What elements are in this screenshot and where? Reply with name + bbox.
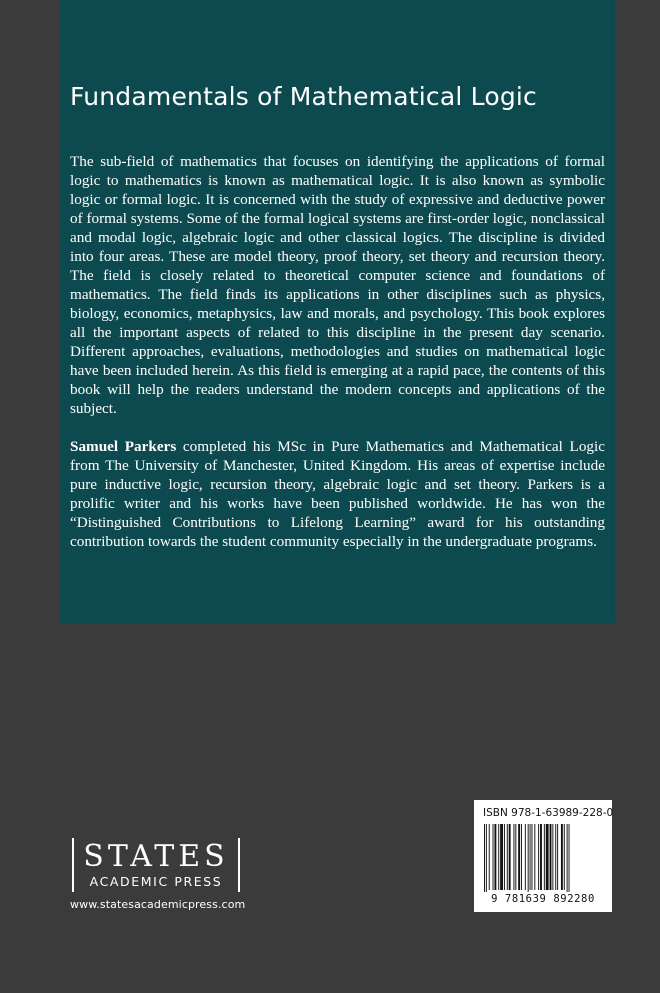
author-bio [70, 437, 605, 551]
barcode-bar [498, 824, 499, 890]
barcode-bar [528, 824, 529, 896]
barcode-bar [494, 824, 496, 890]
barcode-bar [486, 824, 487, 896]
barcode-bar [532, 824, 533, 890]
barcode-bar [530, 824, 531, 890]
barcode-bar [555, 824, 556, 890]
barcode-bar [564, 824, 565, 890]
barcode-bar [550, 824, 552, 890]
book-description: The sub-field of mathematics that focuses on identifying the applications of formal logic to mathematics is known as mathematical logic. It is also known as symbolic logic or formal logic. It is concerned with the study of expressive and deductive power of formal systems. Some of the formal logical systems are first-order logic, nonclassical and modal logic, algebraic logic and other classical logics. The discipline is divided into four areas. These are model theory, proof theory, set theory and recursion theory. The field is closely related to theoretical computer science and foundations of mathematics. The field finds its applications in other disciplines such as physics, biology, economics, metaphysics, law and morals, and psychology. This book explores all the important aspects of related to this discipline in the present day scenario. Different approaches, evaluations, methodologies and studies on mathematical logic have been included herein. As this field is emerging at a rapid pace, the contents of this book will help the readers understand the modern concepts and applications of the subject. [70, 153, 605, 417]
barcode-bar [546, 824, 549, 890]
barcode-digits: 9 781639 892280 [480, 892, 606, 906]
barcode-bar [504, 824, 505, 890]
publisher-logo [70, 836, 245, 911]
isbn-barcode [474, 800, 612, 912]
author-name: Samuel Parkers [70, 438, 177, 455]
barcode-bar [525, 824, 526, 890]
barcode-bar [484, 824, 485, 896]
book-title: Fundamentals of Mathematical Logic [70, 82, 537, 111]
barcode-bar [518, 824, 520, 890]
isbn-label: ISBN 978-1-63989-228-0 [483, 807, 614, 819]
publisher-subtitle: ACADEMIC PRESS [89, 874, 223, 889]
barcode-bar [538, 824, 539, 890]
barcode-bar [513, 824, 514, 890]
barcode-bars [480, 824, 606, 896]
barcode-bar [509, 824, 511, 890]
barcode-bar [515, 824, 516, 890]
barcode-bar [540, 824, 542, 890]
barcode-bar [544, 824, 545, 890]
barcode-bar [521, 824, 522, 890]
barcode-bar [489, 824, 490, 890]
publisher-logo-box [70, 836, 240, 894]
blurb-panel [60, 0, 615, 623]
barcode-bar [557, 824, 558, 890]
barcode-bar [567, 824, 568, 896]
barcode-bar [507, 824, 508, 890]
publisher-name: STATES [83, 839, 229, 874]
barcode-bar [561, 824, 563, 890]
author-bio-text: completed his MSc in Pure Mathematics and Mathematical Logic from The University of Manchester, United Kingdom. His areas of expertise include pure inductive logic, recursion theory, algebraic logic and set theory. Parkers is a prolific writer and his works have been published worldwide. He has won the “Distinguished Contributions to Lifelong Learning” award for his outstanding contribution towards the student community especially in the undergraduate programs. [70, 438, 605, 550]
publisher-url: www.statesacademicpress.com [70, 898, 246, 911]
barcode-bar [552, 824, 553, 890]
barcode-bar [534, 824, 535, 890]
barcode-bar [493, 824, 494, 890]
barcode-bar [569, 824, 570, 896]
barcode-bar [500, 824, 503, 890]
